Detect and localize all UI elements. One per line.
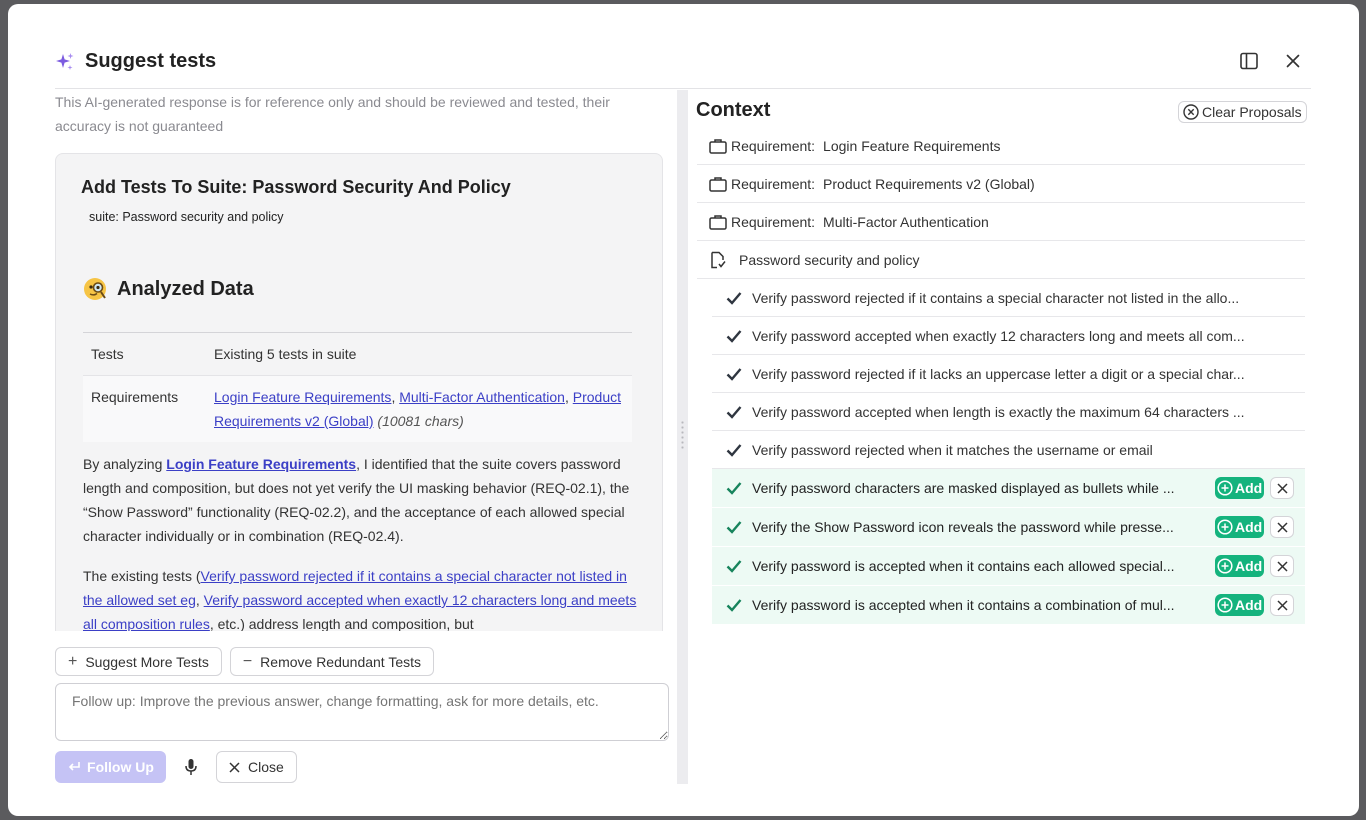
separator: , xyxy=(391,389,396,405)
close-icon xyxy=(1277,600,1288,611)
close-button[interactable] xyxy=(216,751,297,783)
existing-test-row[interactable] xyxy=(712,279,1305,317)
plus-circle-icon xyxy=(1217,558,1233,574)
existing-test-row[interactable] xyxy=(712,355,1305,393)
tests-key: Tests xyxy=(91,346,124,362)
briefcase-icon xyxy=(709,176,731,192)
context-list xyxy=(697,127,1305,279)
separator: , xyxy=(564,389,569,405)
test-link[interactable]: Verify password rejected if it contains a special character not listed in the allowed set eg xyxy=(83,568,627,608)
test-title: Verify password accepted when length is exactly the maximum 64 characters ... xyxy=(752,403,1245,420)
close-icon xyxy=(229,762,240,773)
checkmark-icon xyxy=(712,405,752,419)
table-row xyxy=(83,333,632,375)
button-label: Add xyxy=(1235,597,1263,613)
test-title: Verify password is accepted when it contains a combination of mul... xyxy=(752,597,1175,613)
test-title: Verify password rejected if it lacks an uppercase letter a digit or a special char... xyxy=(752,365,1245,382)
context-requirement[interactable] xyxy=(697,203,1305,241)
analyzed-data-label: Analyzed Data xyxy=(117,277,254,300)
test-title: Verify the Show Password icon reveals the password while presse... xyxy=(752,519,1174,535)
sparkle-icon xyxy=(55,52,75,72)
sidebar-panel-icon xyxy=(1240,52,1258,70)
existing-test-row[interactable] xyxy=(712,431,1305,469)
test-link[interactable]: Verify password accepted when exactly 12 characters long and meets all composition rules xyxy=(83,592,637,631)
checkmark-icon xyxy=(712,559,752,573)
test-title: Verify password characters are masked displayed as bullets while ... xyxy=(752,480,1175,496)
return-arrow-icon xyxy=(67,761,81,773)
checkmark-icon xyxy=(712,291,752,305)
analyzed-data-heading xyxy=(83,276,254,302)
briefcase-icon xyxy=(709,138,731,154)
button-label: Add xyxy=(1235,558,1263,574)
test-title: Verify password accepted when exactly 12 characters long and meets all com... xyxy=(752,327,1245,344)
context-label: Requirement: Product Requirements v2 (Global) xyxy=(731,175,1035,192)
para-prefix: By analyzing xyxy=(83,456,167,472)
add-proposal-button[interactable] xyxy=(1215,477,1264,499)
proposed-test-row[interactable] xyxy=(712,469,1305,508)
button-label: Suggest More Tests xyxy=(85,653,209,670)
close-icon xyxy=(1277,483,1288,494)
checkmark-icon xyxy=(712,598,752,612)
analysis-paragraph xyxy=(83,452,638,548)
existing-test-row[interactable] xyxy=(712,393,1305,431)
proposed-test-row[interactable] xyxy=(712,547,1305,586)
requirement-link[interactable]: Login Feature Requirements xyxy=(214,389,392,405)
footer-actions xyxy=(55,751,297,783)
test-title: Verify password rejected if it contains a special character not listed in the allo... xyxy=(752,289,1240,306)
checkmark-icon xyxy=(712,367,752,381)
ai-disclaimer: This AI-generated response is for reference only and should be reviewed and tested, their accuracy is not guaranteed xyxy=(55,94,610,134)
chars-count: (10081 chars) xyxy=(377,413,464,429)
dismiss-proposal-button[interactable] xyxy=(1270,555,1294,577)
requirements-value xyxy=(214,385,624,433)
context-title: Context xyxy=(696,99,771,121)
file-check-icon xyxy=(709,251,731,269)
button-label: Follow Up xyxy=(87,759,154,775)
title-wrap xyxy=(55,50,216,73)
dialog-header xyxy=(55,44,1311,89)
proposed-test-row[interactable] xyxy=(712,586,1305,625)
button-label: Add xyxy=(1235,519,1263,535)
magnifier-face-icon xyxy=(83,276,109,302)
plus-circle-icon xyxy=(1217,480,1233,496)
dismiss-proposal-button[interactable] xyxy=(1270,516,1294,538)
suite-line: suite: Password security and policy xyxy=(89,210,284,224)
context-label: Requirement: Login Feature Requirements xyxy=(731,137,1001,154)
requirement-link[interactable]: Multi-Factor Authentication xyxy=(399,389,565,405)
response-card xyxy=(55,153,663,631)
button-label: Close xyxy=(248,759,284,775)
close-icon xyxy=(1277,522,1288,533)
dismiss-proposal-button[interactable] xyxy=(1270,477,1294,499)
dismiss-proposal-button[interactable] xyxy=(1270,594,1294,616)
close-dialog-button[interactable] xyxy=(1282,50,1304,72)
separator: , xyxy=(195,592,204,608)
checkmark-icon xyxy=(712,481,752,495)
remove-redundant-tests-button[interactable] xyxy=(230,647,434,676)
suggest-more-tests-button[interactable] xyxy=(55,647,222,676)
existing-test-row[interactable] xyxy=(712,317,1305,355)
microphone-icon xyxy=(184,758,198,776)
drag-grip-icon xyxy=(680,420,685,450)
tests-value: Existing 5 tests in suite xyxy=(214,346,357,362)
add-proposal-button[interactable] xyxy=(1215,555,1264,577)
analyzed-data-table xyxy=(83,332,632,442)
plus-icon: + xyxy=(68,652,78,670)
context-label: Password security and policy xyxy=(739,251,920,268)
button-label: Clear Proposals xyxy=(1202,104,1302,120)
response-title: Add Tests To Suite: Password Security And Policy xyxy=(81,177,511,197)
test-title: Verify password is accepted when it contains each allowed special... xyxy=(752,558,1175,574)
table-row xyxy=(83,375,632,442)
button-label: Remove Redundant Tests xyxy=(260,653,422,670)
context-label: Requirement: Multi-Factor Authentication xyxy=(731,213,989,230)
dialog-title: Suggest tests xyxy=(85,50,217,72)
test-list xyxy=(712,279,1305,625)
add-proposal-button[interactable] xyxy=(1215,516,1264,538)
context-requirement[interactable] xyxy=(697,165,1305,203)
quick-actions xyxy=(55,647,434,676)
button-label: Add xyxy=(1235,480,1263,496)
briefcase-icon xyxy=(709,214,731,230)
requirement-link[interactable]: Login Feature Requirements xyxy=(166,456,357,472)
context-requirement[interactable] xyxy=(697,127,1305,165)
para-text: , I identified that the suite covers password length and composition, but does not yet verify the UI masking behavior (REQ-02.1), the “Show Password” functionality (REQ-02.2), and the acceptance of each allowed special character individually or in combination (REQ-02.4). xyxy=(83,456,630,544)
close-icon xyxy=(1286,54,1300,68)
requirement-link[interactable]: Product Requirements v2 (Global) xyxy=(214,389,621,429)
checkmark-icon xyxy=(712,443,752,457)
add-proposal-button[interactable] xyxy=(1215,594,1264,616)
clear-proposals-button[interactable] xyxy=(1178,101,1307,123)
context-suite[interactable] xyxy=(697,241,1305,279)
test-title: Verify password rejected when it matches the username or email xyxy=(752,441,1153,458)
para-text: , etc.) address length and composition, but xyxy=(209,616,474,631)
circle-x-icon xyxy=(1183,104,1199,120)
proposed-test-row[interactable] xyxy=(712,508,1305,547)
requirements-key: Requirements xyxy=(91,389,179,405)
checkmark-icon xyxy=(712,329,752,343)
follow-up-button[interactable] xyxy=(55,751,166,783)
toggle-panel-button[interactable] xyxy=(1238,50,1260,72)
follow-up-input[interactable] xyxy=(55,683,669,741)
para-prefix: The existing tests ( xyxy=(83,568,201,584)
checkmark-icon xyxy=(712,520,752,534)
plus-circle-icon xyxy=(1217,519,1233,535)
microphone-button[interactable] xyxy=(178,754,204,780)
existing-tests-paragraph xyxy=(83,564,638,631)
close-icon xyxy=(1277,561,1288,572)
panel-resize-handle[interactable] xyxy=(677,90,688,784)
plus-circle-icon xyxy=(1217,597,1233,613)
minus-icon: − xyxy=(242,652,253,670)
